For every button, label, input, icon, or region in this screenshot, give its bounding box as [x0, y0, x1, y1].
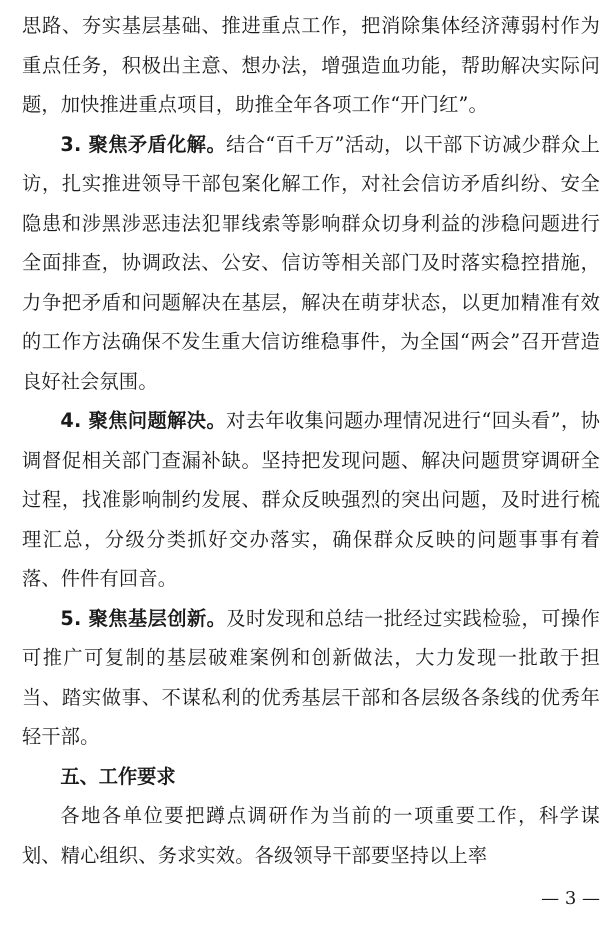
paragraph-text: 对去年收集问题办理情况进行“回头看”，协调督促相关部门查漏补缺。坚持把发现问题、解决问题贯穿调研全过程，找准影响制约发展、群众反映强烈的突出问题，及时进行梳理汇总，分级分类抓好交办落实，确保群众反映的问题事事有着落、件件有回音。: [22, 409, 600, 590]
paragraph-focus-problem-solving: [22, 401, 600, 599]
paragraph-text: 结合“百千万”活动，以干部下访减少群众上访，扎实推进领导干部包案化解工作，对社会信访矛盾纠纷、安全隐患和涉黑涉恶违法犯罪线索等影响群众切身利益的涉稳问题进行全面排查，协调政法、公安、信访等相关部门及时落实稳控措施，力争把矛盾和问题解决在基层，解决在萌芽状态，以更加精准有效的工作方法确保不发生重大信访维稳事件，为全国“两会”召开营造良好社会氛围。: [22, 132, 600, 393]
paragraph-focus-conflict-resolution: [22, 125, 600, 402]
document-body: [22, 6, 600, 875]
section-paragraph: [22, 796, 600, 875]
paragraph-lead: 3. 聚焦矛盾化解。: [60, 132, 227, 156]
paragraph-continued: [22, 6, 600, 125]
paragraph-lead: 5. 聚焦基层创新。: [60, 606, 227, 630]
paragraph-text: 各地各单位要把蹲点调研作为当前的一项重要工作，科学谋划、精心组织、务求实效。各级领导干部要坚持以上率: [22, 804, 600, 867]
page-number: — 3 —: [541, 888, 600, 909]
paragraph-text: 及时发现和总结一批经过实践检验，可操作可推广可复制的基层破难案例和创新做法，大力发现一批敢于担当、踏实做事、不谋私利的优秀基层干部和各层级各条线的优秀年轻干部。: [22, 606, 600, 748]
paragraph-text: 思路、夯实基层基础、推进重点工作，把消除集体经济薄弱村作为重点任务，积极出主意、想办法，增强造血功能，帮助解决实际问题，加快推进重点项目，助推全年各项工作“开门红”。: [22, 14, 600, 116]
paragraph-focus-grassroots-innovation: [22, 599, 600, 757]
paragraph-lead: 4. 聚焦问题解决。: [60, 409, 227, 432]
section-heading: 五、工作要求: [60, 764, 176, 788]
